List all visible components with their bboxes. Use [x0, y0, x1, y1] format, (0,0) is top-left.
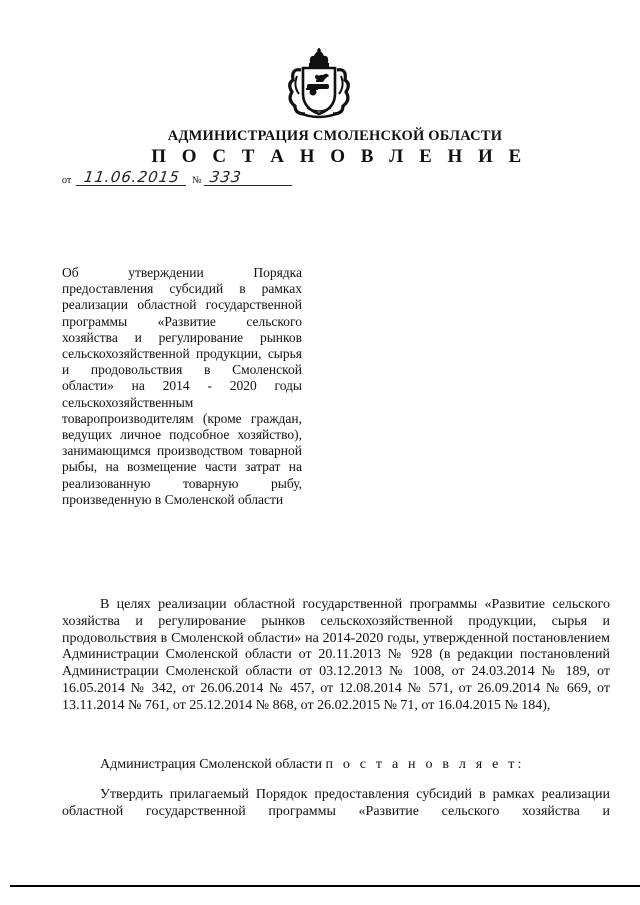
document-subject: Об утверждении Порядка предоставления субсидий в рамках реализации областной государственной программы «Развитие сельского хозяйства и регулирование рынков сельскохозяйственной продукции, сырья и продовольствия в Смоленской области» на 2014 - 2020 годы сельскохозяйственным товаропроизводителям (кроме граждан, ведущих личное подсобное хозяйство), занимающимся производством товарной рыбы, на возмещение части затрат на реализованную товарную рыбу, произведенную в Смоленской области	[62, 265, 302, 507]
page-bottom-border	[10, 885, 640, 887]
document-type-title: П О С Т А Н О В Л Е Н И Е	[151, 146, 527, 167]
preamble-paragraph: В целях реализации областной государственной программы «Развитие сельского хозяйства и регулирование рынков сельскохозяйственной продукции, сырья и продовольствия в Смоленской области» на 2014-2020 годы, утвержденной постановлением Администрации Смоленской области от 20.11.2013 № 928 (в редакции постановлений Администрации Смоленской области от 03.12.2013 № 1008, от 24.03.2014 № 189, от 16.05.2014 № 342, от 26.06.2014 № 457, от 12.08.2014 № 571, от 26.09.2014 № 669, от 13.11.2014 № 761, от 25.12.2014 № 868, от 26.02.2015 № 71, от 16.04.2015 № 184),	[62, 597, 610, 713]
decree-statement	[100, 757, 525, 773]
date-prefix: от	[62, 175, 72, 186]
decree-verb: п о с т а н о в л я е т:	[325, 757, 525, 772]
smolensk-coat-of-arms-emblem	[283, 48, 355, 122]
date-value: 11.06.2015	[82, 168, 182, 186]
number-prefix: №	[192, 175, 202, 186]
number-value: 333	[208, 168, 243, 186]
document-body	[62, 597, 610, 715]
resolution-paragraph: Утвердить прилагаемый Порядок предоставления субсидий в рамках реализации областной государственной программы «Развитие сельского хозяйства и	[62, 787, 610, 819]
organization-name: АДМИНИСТРАЦИЯ СМОЛЕНСКОЙ ОБЛАСТИ	[167, 128, 503, 144]
date-number-line	[62, 170, 322, 192]
decree-subject: Администрация Смоленской области	[100, 757, 323, 772]
